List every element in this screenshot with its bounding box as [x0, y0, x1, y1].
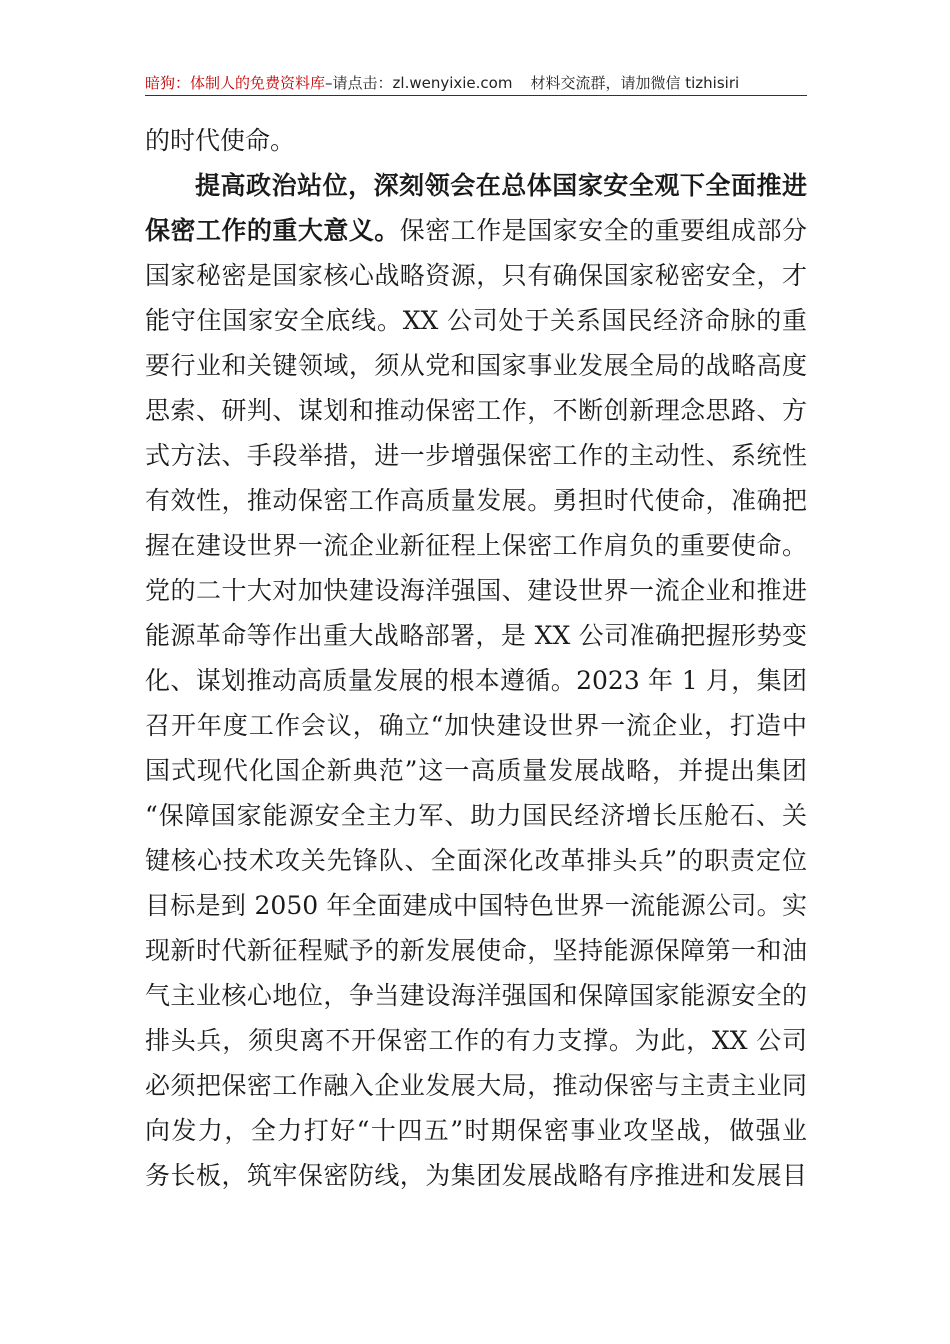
body-line: 必须把保密工作融入企业发展大局，推动保密与主责主业同: [145, 1071, 807, 1100]
header-divider: [145, 95, 807, 96]
body-line: 握在建设世界一流企业新征程上保密工作肩负的重要使命。: [145, 531, 807, 560]
body-line: 排头兵，须臾离不开保密工作的有力支撑。为此，XX 公司: [145, 1026, 807, 1055]
body-line: “保障国家能源安全主力军、助力国民经济增长压舱石、关: [145, 801, 807, 830]
body-line: 思索、研判、谋划和推动保密工作，不断创新理念思路、方: [145, 396, 807, 425]
body-line: 化、谋划推动高质量发展的根本遵循。2023 年 1 月，集团: [145, 666, 807, 695]
header-click-prompt: –请点击：: [325, 74, 393, 92]
body-line: 务长板，筑牢保密防线，为集团发展战略有序推进和发展目: [145, 1161, 807, 1190]
body-line: 能守住国家安全底线。XX 公司处于关系国民经济命脉的重: [145, 306, 807, 335]
body-line: 国家秘密是国家核心战略资源，只有确保国家秘密安全，才: [145, 261, 807, 290]
body-line: 现新时代新征程赋予的新发展使命，坚持能源保障第一和油: [145, 936, 807, 965]
body-line: 国式现代化国企新典范”这一高质量发展战略，并提出集团: [145, 756, 807, 785]
body-line: 目标是到 2050 年全面建成中国特色世界一流能源公司。实: [145, 891, 807, 920]
body-line: 召开年度工作会议，确立“加快建设世界一流企业，打造中: [145, 711, 807, 740]
body-line: 要行业和关键领域，须从党和国家事业发展全局的战略高度: [145, 351, 807, 380]
body-line: 有效性，推动保密工作高质量发展。勇担时代使命，准确把: [145, 486, 807, 515]
header-url-link[interactable]: zl.wenyixie.com: [392, 74, 513, 92]
header-site-name: 暗狗：体制人的免费资料库: [145, 74, 326, 92]
body-line: 式方法、手段举措，进一步增强保密工作的主动性、系统性: [145, 441, 807, 470]
page-header: [145, 72, 807, 94]
body-line: 键核心技术攻关先锋队、全面深化改革排头兵”的职责定位: [145, 846, 807, 875]
body-line: 向发力，全力打好“十四五”时期保密事业攻坚战，做强业: [145, 1116, 807, 1145]
body-line: 气主业核心地位，争当建设海洋强国和保障国家能源安全的: [145, 981, 807, 1010]
header-group-note: 材料交流群，请加微信 tizhisiri: [530, 74, 740, 92]
section-heading-line: 提高政治站位，深刻领会在总体国家安全观下全面推进: [195, 171, 807, 200]
body-line: 党的二十大对加快建设海洋强国、建设世界一流企业和推进: [145, 576, 807, 605]
body-line: 能源革命等作出重大战略部署，是 XX 公司准确把握形势变: [145, 621, 807, 650]
section-heading-line: 保密工作的重大意义。保密工作是国家安全的重要组成部分: [145, 216, 807, 245]
body-line: 的时代使命。: [145, 126, 296, 155]
